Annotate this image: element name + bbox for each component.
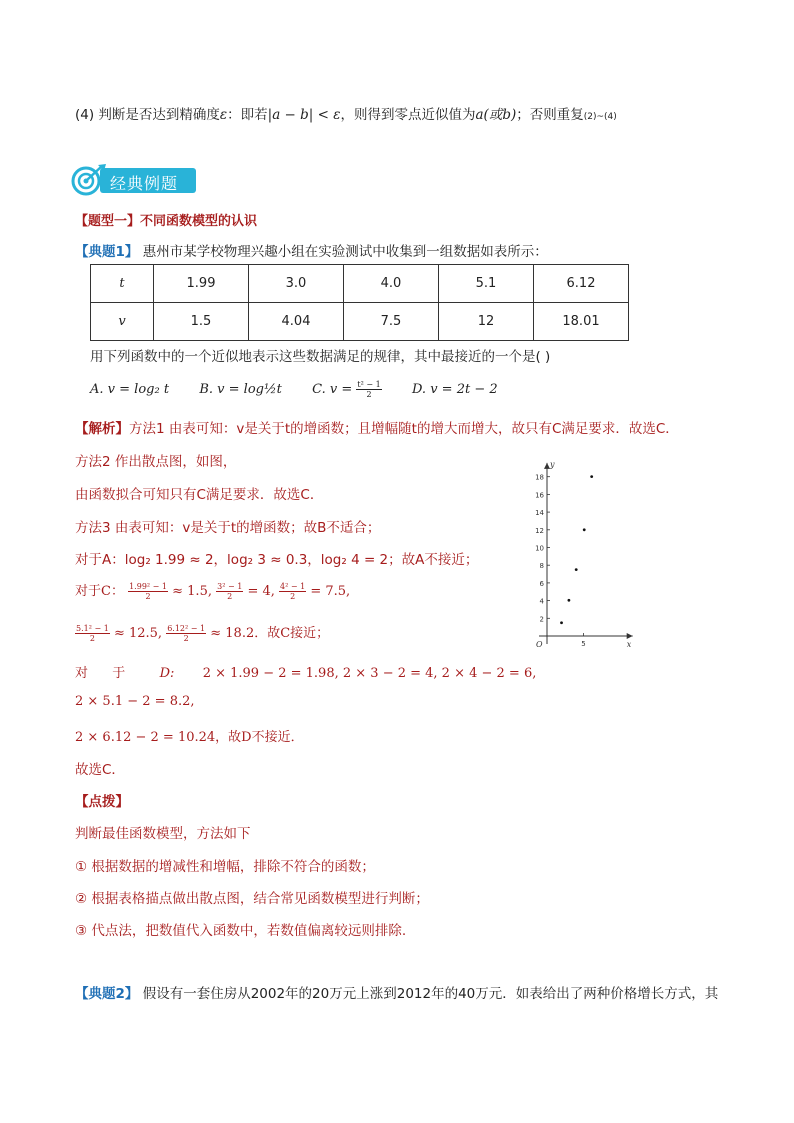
step4-text-c: ，则得到零点近似值为: [340, 107, 476, 123]
calc5-fraction: [166, 624, 206, 643]
table-row: [91, 303, 629, 341]
type1-title: 【题型一】不同函数模型的认识: [75, 214, 258, 229]
solution-line6: [75, 580, 350, 601]
x-axis-label: x: [626, 640, 632, 649]
ex2-tag: 【典题2】: [75, 986, 139, 1002]
y-axis-label: y: [550, 459, 555, 469]
ex1-question: 用下列函数中的一个近似地表示这些数据满足的规律，其中最接近的一个是( ): [90, 349, 551, 365]
table-cell: 12: [439, 303, 534, 341]
calc3-num: 4² − 1: [280, 582, 306, 591]
section-banner: [70, 165, 198, 195]
ex1-options: [90, 380, 498, 399]
table-cell: t: [91, 265, 154, 303]
solution-line11: 故选C．: [75, 762, 125, 778]
calc4-den: 2: [89, 634, 95, 643]
solution-text1: 方法1 由表可知：v是关于t的增函数；且增幅随t的增大而增大，故只有C满足要求．故选C．: [129, 421, 679, 437]
calc1-den: 2: [145, 592, 151, 601]
calc2-num: 3² − 1: [217, 582, 243, 591]
calc2-result: = 4,: [247, 584, 275, 599]
calc3-den: 2: [290, 592, 296, 601]
solution-line9: 2 × 5.1 − 2 = 8.2,: [75, 694, 195, 709]
y-tick-label: 10: [535, 544, 544, 553]
calc3-fraction: [279, 582, 306, 601]
calc5-result: ≈ 18.2．故C接近；: [210, 626, 330, 641]
scatter-point: [560, 621, 563, 624]
calc4-num: 5.1² − 1: [76, 624, 109, 633]
y-tick-label: 6: [539, 579, 544, 588]
scatter-point: [583, 528, 586, 531]
solution-line2: 方法2 作出散点图，如图，: [75, 454, 237, 470]
y-tick-label: 14: [535, 509, 544, 518]
option-d-expr: v = 2t − 2: [430, 382, 498, 397]
table-cell: 6.12: [534, 265, 629, 303]
scatter-chart: [528, 448, 638, 658]
option-c-fraction: [356, 380, 381, 399]
option-c-label: C.: [312, 382, 326, 397]
line8-part-a: 对: [75, 666, 89, 681]
line8-part-d: 2 × 1.99 − 2 = 1.98, 2 × 3 − 2 = 4, 2 × 4 − 2 = 6,: [202, 666, 537, 681]
step4-val: a(或b): [475, 107, 517, 123]
scatter-point: [568, 599, 571, 602]
ex2-text: 假设有一套住房从2002年的20万元上涨到2012年的40万元．如表给出了两种价格增长方式，其: [142, 986, 719, 1002]
table-cell: 1.5: [154, 303, 249, 341]
tips-item2: ② 根据表格描点做出散点图，结合常见函数模型进行判断；: [75, 891, 429, 907]
option-b-label: B.: [199, 382, 214, 397]
solution-line7: [75, 622, 329, 643]
ex1-line: [75, 240, 548, 260]
step4-eps: ε: [219, 107, 228, 123]
solution-line8: [75, 662, 536, 681]
calc2-den: 2: [227, 592, 233, 601]
x-tick-label: 5: [581, 640, 586, 648]
ex2-line: [75, 982, 718, 1002]
calc1-num: 1.99² − 1: [129, 582, 167, 591]
option-d-label: D.: [411, 382, 427, 397]
step4-line: [75, 103, 617, 123]
solution-line4: 方法3 由表可知：v是关于t的增函数；故B不适合；: [75, 520, 381, 536]
y-tick-label: 16: [535, 491, 544, 500]
calc1-fraction: [128, 582, 168, 601]
ex1-text: 惠州市某学校物理兴趣小组在实验测试中收集到一组数据如表所示：: [142, 244, 548, 260]
calc2-fraction: [216, 582, 243, 601]
step4-text-a: 判断是否达到精确度: [98, 107, 220, 123]
step4-repeat: (2)~(4): [583, 112, 617, 122]
banner-title: 经典例题: [110, 174, 179, 193]
ex1-tag: 【典题1】: [75, 244, 139, 260]
y-tick-label: 2: [539, 615, 544, 624]
solution-line3: 由函数拟合可知只有C满足要求．故选C．: [75, 487, 324, 503]
tips-tag: 【点拨】: [75, 794, 129, 810]
table-cell: 4.04: [249, 303, 344, 341]
step4-text-d: ；否则重复: [516, 107, 584, 123]
tips-item1: ① 根据数据的增减性和增幅，排除不符合的函数；: [75, 859, 375, 875]
calc5-den: 2: [183, 634, 189, 643]
table-cell: 7.5: [344, 303, 439, 341]
solution-line5: 对于A：log₂ 1.99 ≈ 2，log₂ 3 ≈ 0.3，log₂ 4 = 2；故A不接近；: [75, 552, 479, 568]
y-tick-label: 4: [539, 597, 544, 606]
table-cell: 18.01: [534, 303, 629, 341]
solution-tag: 【解析】: [75, 421, 129, 437]
calc4-result: ≈ 12.5,: [113, 626, 163, 641]
step4-text-b: ：即若: [227, 107, 268, 123]
option-a-expr: v = log₂ t: [107, 382, 170, 397]
step4-cond: |a − b| < ε: [267, 107, 341, 123]
scatter-point: [590, 475, 593, 478]
tips-item3: ③ 代点法，把数值代入函数中，若数值偏离较远则排除.: [75, 923, 407, 939]
table-cell: 3.0: [249, 265, 344, 303]
tips-intro: 判断最佳函数模型，方法如下: [75, 826, 251, 842]
data-table: [90, 264, 629, 341]
table-row: [91, 265, 629, 303]
table-cell: 1.99: [154, 265, 249, 303]
x-axis-arrow: [627, 633, 633, 639]
calc4-fraction: [75, 624, 110, 643]
calc3-result: = 7.5,: [310, 584, 351, 599]
solution-line10: 2 × 6.12 − 2 = 10.24，故D不接近．: [75, 730, 304, 745]
y-tick-label: 12: [535, 526, 544, 535]
calc1-result: ≈ 1.5,: [172, 584, 212, 599]
line8-part-c: D:: [159, 666, 175, 681]
line6-pre: 对于C：: [75, 584, 124, 599]
scatter-point: [575, 568, 578, 571]
option-b-expr: v = log½t: [217, 382, 282, 397]
step4-num: (4): [75, 107, 95, 123]
table-cell: 4.0: [344, 265, 439, 303]
option-c-lhs: v =: [329, 382, 353, 397]
origin-label: O: [536, 640, 543, 649]
option-c-num: t² − 1: [357, 380, 381, 389]
table-cell: v: [91, 303, 154, 341]
solution-line1: [75, 417, 679, 437]
option-a-label: A.: [90, 382, 104, 397]
y-tick-label: 8: [539, 562, 544, 571]
calc5-num: 6.12² − 1: [167, 624, 206, 633]
line8-part-b: 于: [112, 666, 126, 681]
option-c-den: 2: [366, 390, 372, 399]
y-tick-label: 18: [535, 473, 544, 482]
table-cell: 5.1: [439, 265, 534, 303]
